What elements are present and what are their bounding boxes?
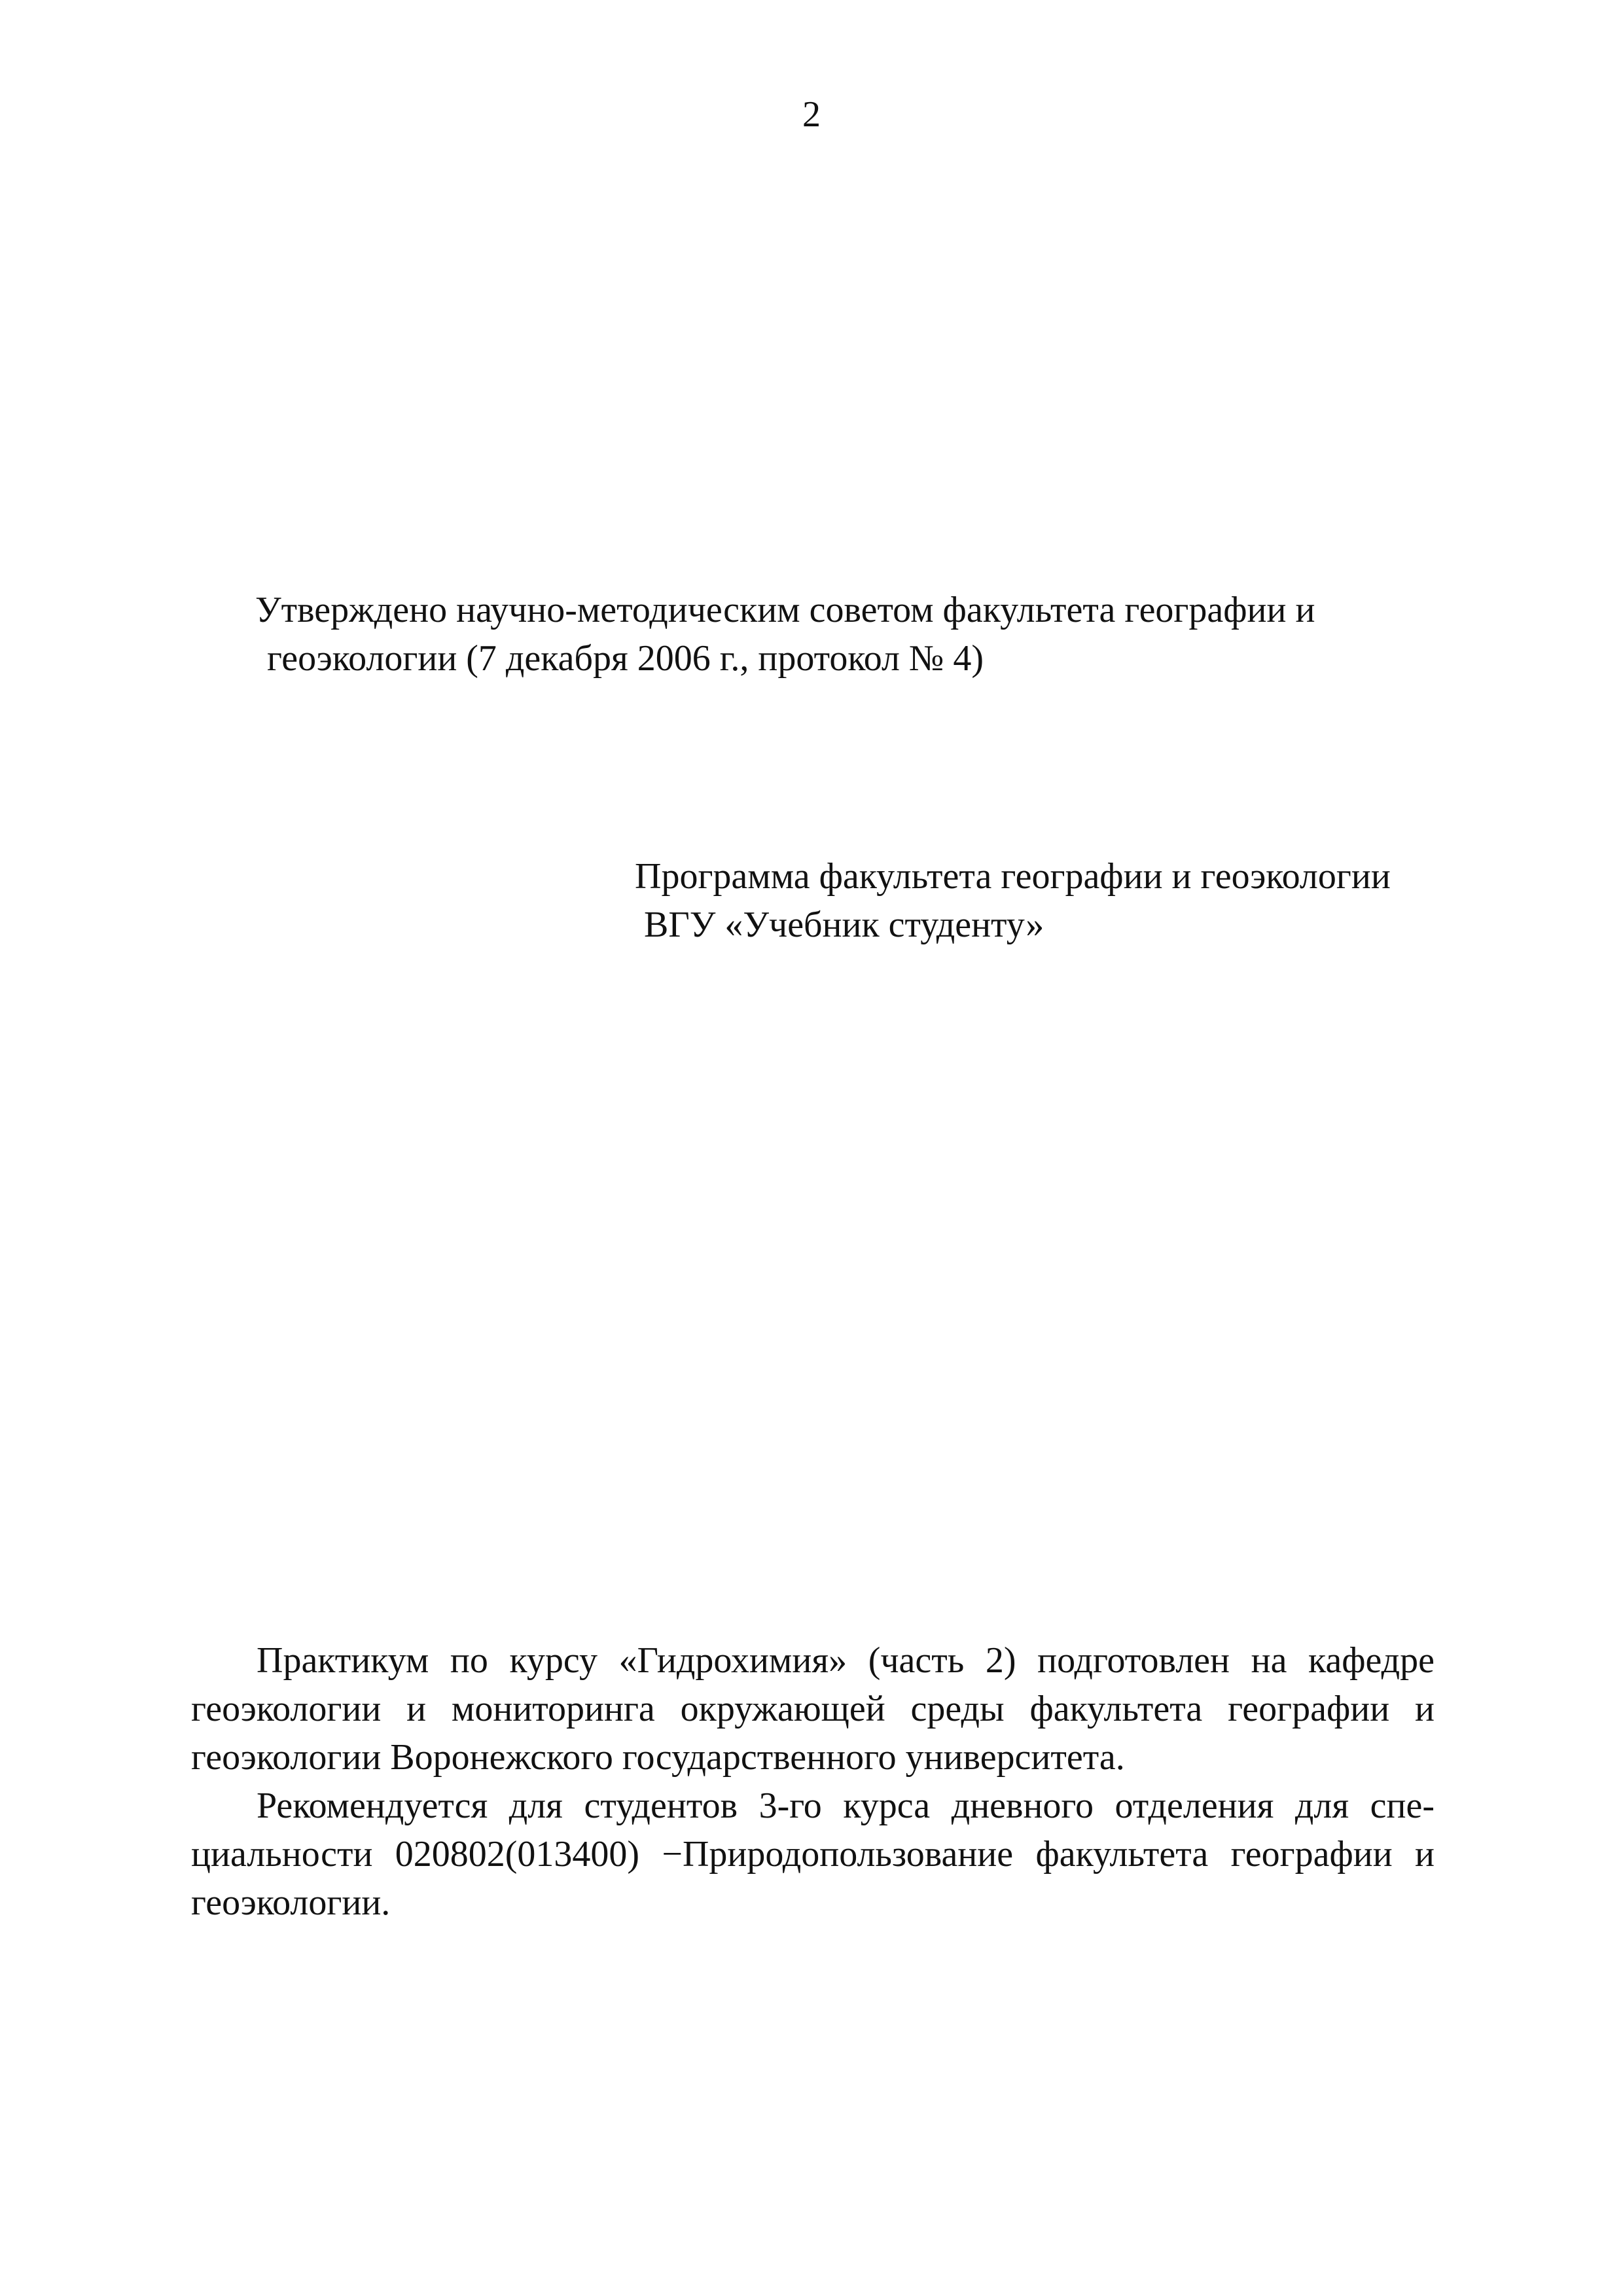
page-number: 2 bbox=[802, 94, 821, 135]
approval-line-1: Утверждено научно-методическим советом факультета географии и bbox=[255, 590, 1315, 630]
approval-note bbox=[255, 586, 1433, 683]
description-p1-line-1: Практикум по курсу «Гидрохимия» (часть 2) подготовлен на кафедре bbox=[257, 1640, 1435, 1681]
series-line-1: Программа факультета географии и геоэкологии bbox=[635, 856, 1391, 897]
description-p1-line-2: геоэкологии и мониторинга окружающей среды факультета географии и bbox=[191, 1689, 1435, 1729]
description-p2-line-1: Рекомендуется для студентов 3-го курса дневного отделения для спе- bbox=[257, 1785, 1435, 1826]
description-p1-line-3: геоэкологии Воронежского государственного университета. bbox=[191, 1737, 1125, 1778]
description-p2-line-2: циальности 020802(013400) −Природопользование факультета географии и bbox=[191, 1834, 1435, 1874]
description-block bbox=[191, 1636, 1435, 1927]
approval-line-2: геоэкологии (7 декабря 2006 г., протокол № 4) bbox=[267, 638, 984, 679]
description-p2-line-3: геоэкологии. bbox=[191, 1882, 391, 1923]
series-line-2: ВГУ «Учебник студенту» bbox=[644, 905, 1044, 945]
series-note bbox=[635, 852, 1486, 949]
